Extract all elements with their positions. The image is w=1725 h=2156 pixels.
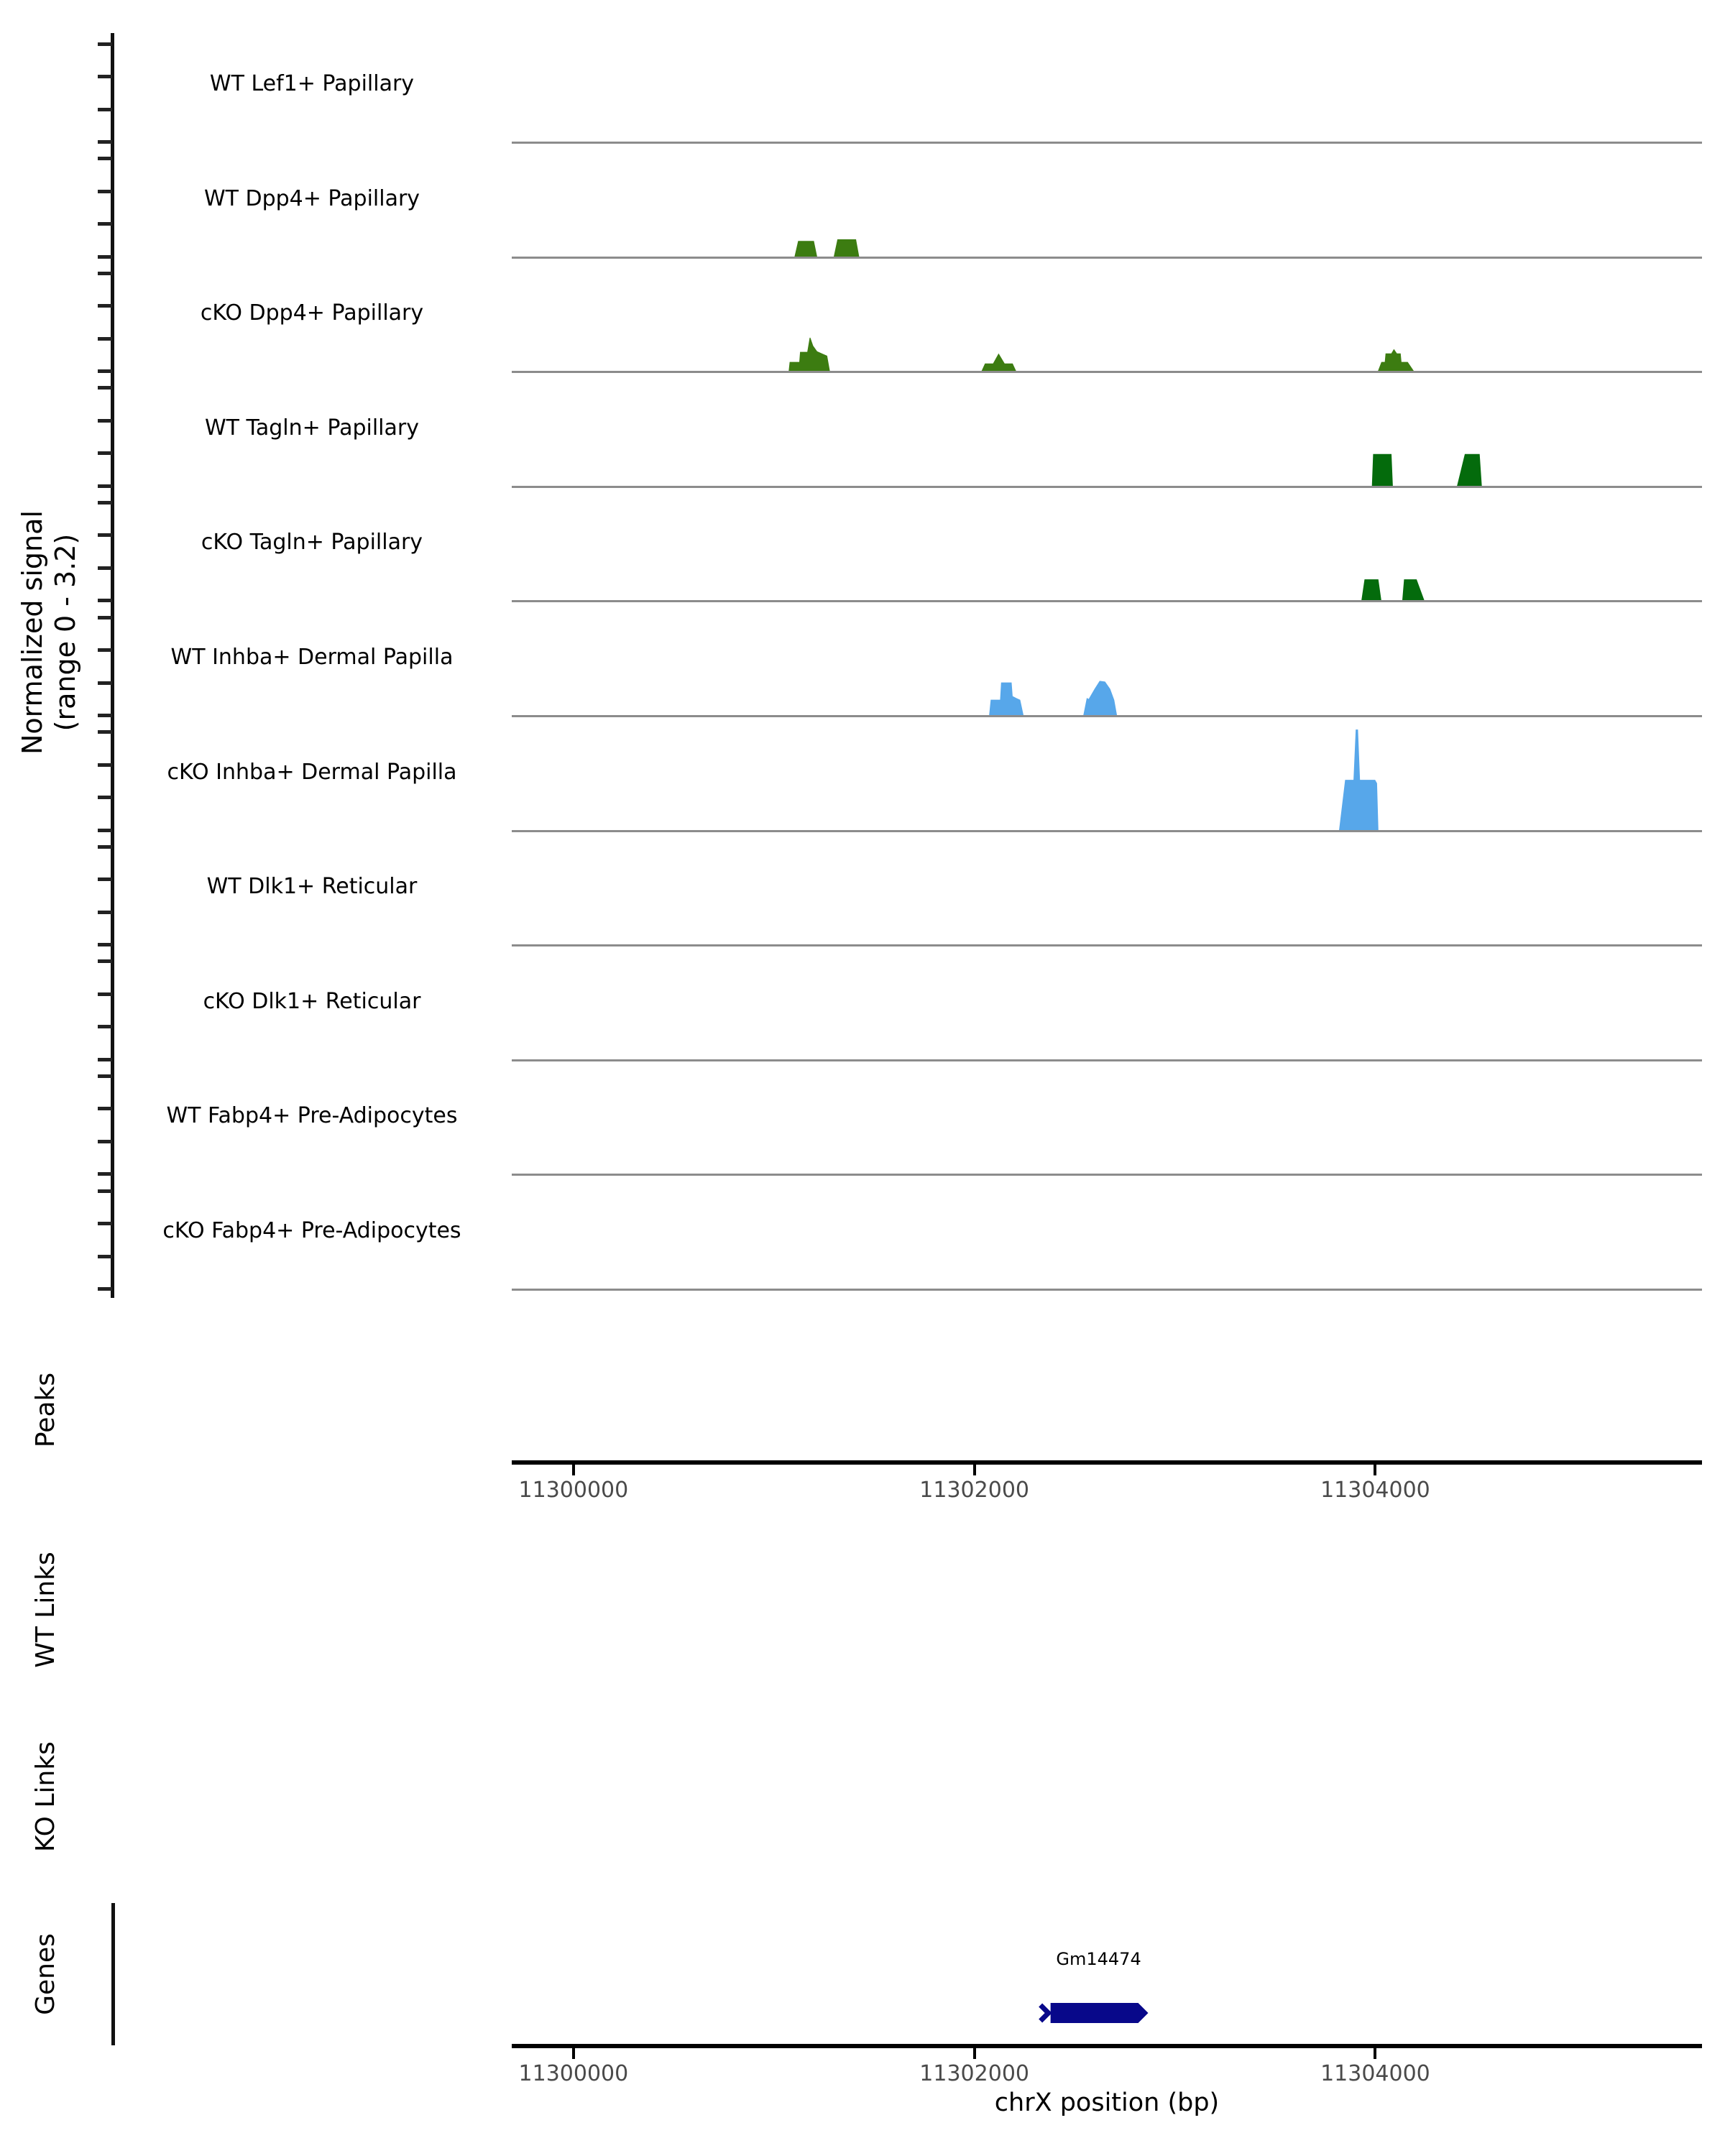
track-label: cKO Fabp4+ Pre-Adipocytes <box>162 1218 461 1243</box>
coverage-peak <box>1402 580 1424 602</box>
signal-ruler-tick <box>98 1074 112 1078</box>
track-baseline <box>512 257 1702 259</box>
signal-ruler-tick <box>98 42 112 46</box>
gene-body <box>1051 2003 1138 2023</box>
signal-ruler-tick <box>98 337 112 341</box>
signal-ruler-tick <box>98 1140 112 1143</box>
x-axis-tick <box>572 1465 575 1475</box>
track-label: WT Tagln+ Papillary <box>205 415 419 441</box>
track-baseline <box>512 486 1702 488</box>
coverage-peak <box>789 338 830 372</box>
coverage-peak <box>982 354 1016 372</box>
track-baseline <box>512 1289 1702 1291</box>
track-baseline <box>512 1059 1702 1061</box>
signal-ruler-tick <box>98 1172 112 1176</box>
signal-ruler-tick <box>98 943 112 946</box>
track-baseline <box>512 944 1702 946</box>
signal-ruler-tick <box>98 599 112 602</box>
signal-ruler-tick <box>98 1025 112 1028</box>
x-axis-tick <box>973 1465 976 1475</box>
coverage-peak <box>1362 580 1381 602</box>
x-axis-tick-label: 11302000 <box>919 2061 1029 2086</box>
track-baseline <box>512 1174 1702 1176</box>
x-axis-tick-label: 11304000 <box>1320 2061 1430 2086</box>
coverage-peak <box>1340 730 1379 831</box>
signal-ruler-tick <box>98 501 112 505</box>
signal-ruler-tick <box>98 730 112 734</box>
signal-axis-label-line1: Normalized signal <box>17 510 48 755</box>
genome-x-axis-line <box>512 2044 1702 2048</box>
x-axis-tick <box>973 2048 976 2059</box>
track-label: WT Fabp4+ Pre-Adipocytes <box>166 1103 458 1129</box>
track-label: WT Dlk1+ Reticular <box>206 874 418 900</box>
coverage-peak <box>1458 454 1482 487</box>
x-axis-tick-label: 11300000 <box>518 1478 629 1503</box>
track-label: cKO Dpp4+ Papillary <box>200 300 424 326</box>
signal-ruler-tick <box>98 845 112 849</box>
signal-ruler-tick <box>98 1255 112 1258</box>
coverage-peak <box>1378 350 1414 372</box>
gene-strand-chevron-icon <box>1041 2005 1049 2021</box>
signal-ruler-tick <box>98 386 112 390</box>
x-axis-tick-label: 11300000 <box>518 2061 629 2086</box>
track-label: WT Lef1+ Papillary <box>209 71 415 96</box>
gene-name-label: Gm14474 <box>1056 1949 1141 1969</box>
track-label: cKO Tagln+ Papillary <box>201 530 423 556</box>
signal-ruler-tick <box>98 796 112 799</box>
signal-ruler-tick <box>98 222 112 226</box>
x-axis-tick-label: 11302000 <box>919 1478 1029 1503</box>
genes-ruler-line <box>111 1903 115 2045</box>
coverage-peak <box>1372 454 1392 487</box>
track-label: WT Dpp4+ Papillary <box>203 185 420 211</box>
signal-ruler-tick <box>98 369 112 373</box>
track-baseline <box>512 142 1702 144</box>
signal-ruler-tick <box>98 959 112 963</box>
signal-ruler-tick <box>98 566 112 570</box>
coverage-peak <box>1084 681 1117 716</box>
coverage-peak <box>834 240 859 257</box>
signal-ruler-tick <box>98 714 112 717</box>
genes-section-label: Genes <box>31 1933 60 2015</box>
x-axis-tick <box>1374 2048 1376 2059</box>
x-axis-tick <box>572 2048 575 2059</box>
peaks-section-label: Peaks <box>31 1372 60 1448</box>
track-label: cKO Inhba+ Dermal Papilla <box>167 759 457 785</box>
track-baseline <box>512 715 1702 717</box>
signal-ruler-tick <box>98 911 112 914</box>
signal-ruler-tick <box>98 272 112 275</box>
track-baseline <box>512 600 1702 602</box>
track-label: cKO Dlk1+ Reticular <box>203 988 421 1014</box>
x-axis-title: chrX position (bp) <box>994 2088 1220 2117</box>
coverage-peak <box>795 241 817 257</box>
signal-ruler-tick <box>98 108 112 111</box>
signal-axis-label <box>16 417 82 848</box>
signal-ruler-tick <box>98 829 112 832</box>
coverage-peak <box>990 683 1024 716</box>
signal-ruler-tick <box>98 681 112 685</box>
x-axis-tick <box>1374 1465 1376 1475</box>
signal-ruler-tick <box>98 616 112 619</box>
signal-axis-label-line2: (range 0 - 3.2) <box>50 533 81 732</box>
signal-ruler-tick <box>98 140 112 144</box>
peaks-x-axis-line <box>512 1460 1702 1465</box>
track-baseline <box>512 830 1702 832</box>
ko-links-section-label: KO Links <box>31 1741 60 1852</box>
gene-arrowhead <box>1138 2003 1148 2023</box>
signal-ruler-tick <box>98 1189 112 1193</box>
signal-ruler-tick <box>98 1287 112 1291</box>
x-axis-tick-label: 11304000 <box>1320 1478 1430 1503</box>
track-label: WT Inhba+ Dermal Papilla <box>170 645 454 670</box>
signal-ruler-tick <box>98 157 112 160</box>
signal-ruler-tick <box>98 484 112 488</box>
signal-ruler-tick <box>98 451 112 455</box>
signal-ruler-tick <box>98 1058 112 1061</box>
track-baseline <box>512 371 1702 373</box>
signal-ruler-tick <box>98 255 112 259</box>
wt-links-section-label: WT Links <box>31 1552 60 1668</box>
